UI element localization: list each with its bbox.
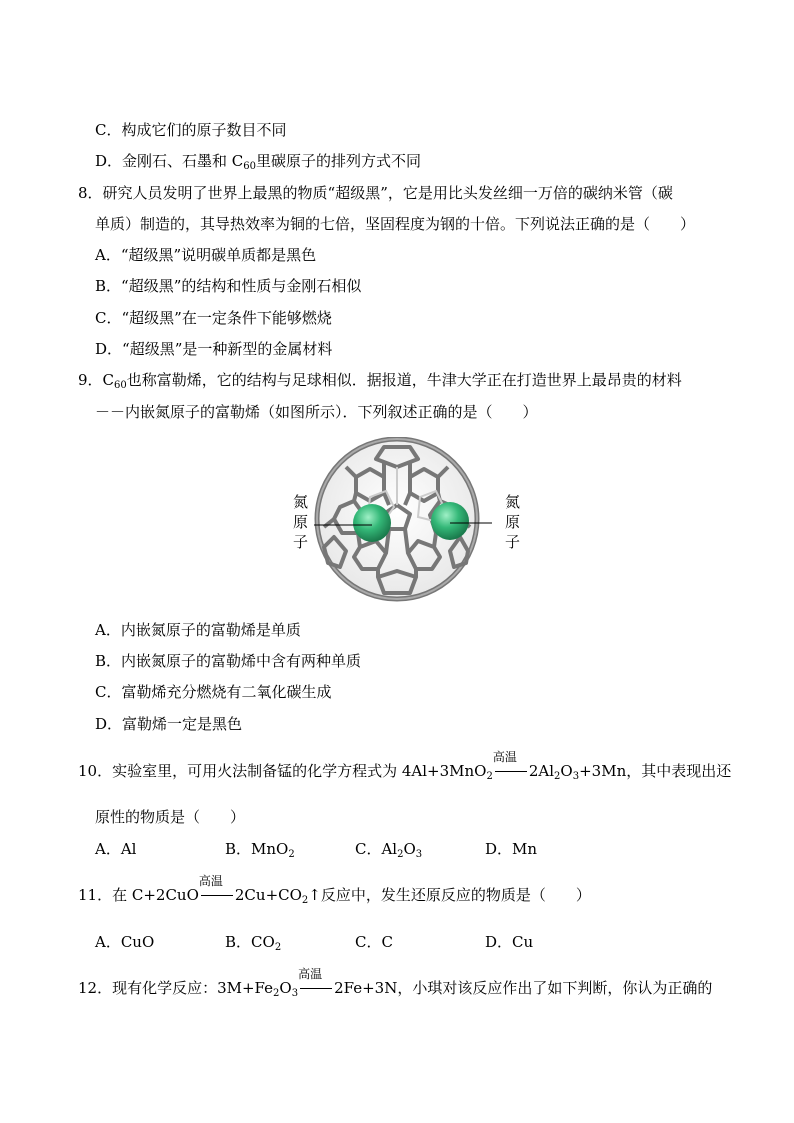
q9-option-c: C．富勒烯充分燃烧有二氧化碳生成 [95, 683, 332, 701]
q10-stem-line2: 原性的物质是（ ） [95, 808, 246, 826]
q9-option-d: D．富勒烯一定是黑色 [95, 715, 243, 733]
q8-option-a: A．“超级黑”说明碳单质都是黑色 [95, 246, 317, 264]
q10-option-b: B．MnO$_2$ [225, 840, 295, 860]
nitrogen-atom-right [431, 502, 469, 540]
q8-option-c: C．“超级黑”在一定条件下能够燃烧 [95, 309, 332, 327]
q10-option-a: A．Al [95, 840, 137, 858]
q7-option-c: C．构成它们的原子数目不同 [95, 121, 287, 139]
q11-option-b: B．$CO_2$ [225, 933, 282, 953]
q9-option-a: A．内嵌氮原子的富勒烯是单质 [95, 621, 301, 639]
q8-stem-line2: 单质）制造的，其导热效率为铜的七倍，坚固程度为钢的十倍。下列说法正确的是（ ） [95, 215, 696, 233]
q7-option-d: D．金刚石、石墨和 $C_{60}$里碳原子的排列方式不同 [95, 152, 422, 172]
q9-stem-line1: 9．$C_{60}$也称富勒烯，它的结构与足球相似．据报道，牛津大学正在打造世界上最昂贵的材料 [78, 371, 682, 391]
q11-option-c: C．C [355, 933, 393, 951]
q8-stem-line1: 8．研究人员发明了世界上最黑的物质“超级黑”，它是用比头发丝细一万倍的碳纳米管（碳 [78, 184, 673, 202]
reaction-arrow: 高温 [201, 894, 233, 896]
reaction-arrow: 高温 [495, 770, 527, 772]
q11-options [95, 931, 615, 953]
q11-stem: 11．在 C+2CuO 高温 $2Cu+CO_2↑$反应中，发生还原反应的物质是（ ） [78, 874, 591, 906]
q9-stem-line2: －－内嵌氮原子的富勒烯（如图所示）．下列叙述正确的是（ ） [95, 403, 538, 421]
q10-options [95, 838, 615, 860]
fullerene-figure [290, 437, 500, 602]
label-nitrogen-right: 氮 原 子 [505, 493, 521, 551]
q9-option-b: B．内嵌氮原子的富勒烯中含有两种单质 [95, 652, 362, 670]
q10-option-d: D．Mn [485, 840, 538, 858]
q8-option-b: B．“超级黑”的结构和性质与金刚石相似 [95, 277, 362, 295]
label-nitrogen-left: 氮 原 子 [293, 493, 309, 551]
q11-option-d: D．Cu [485, 933, 534, 951]
q8-option-d: D．“超级黑”是一种新型的金属材料 [95, 340, 333, 358]
reaction-arrow: 高温 [300, 987, 332, 989]
q10-option-c: C．$Al_2O_3$ [355, 840, 423, 860]
q10-stem-line1: 10．实验室里，可用火法制备锰的化学方程式为 4Al+3MnO$_2$ 高温 $2Al_2O_3+3Mn$，其中表现出还 [78, 750, 732, 782]
fullerene-cage-image [290, 437, 500, 602]
q11-option-a: A．CuO [95, 933, 155, 951]
q12-stem: 12．现有化学反应：$3M+Fe_2O_3$ 高温 2Fe+3N，小琪对该反应作出了如下判断，你认为正确的 [78, 967, 713, 999]
nitrogen-atom-left [353, 504, 391, 542]
